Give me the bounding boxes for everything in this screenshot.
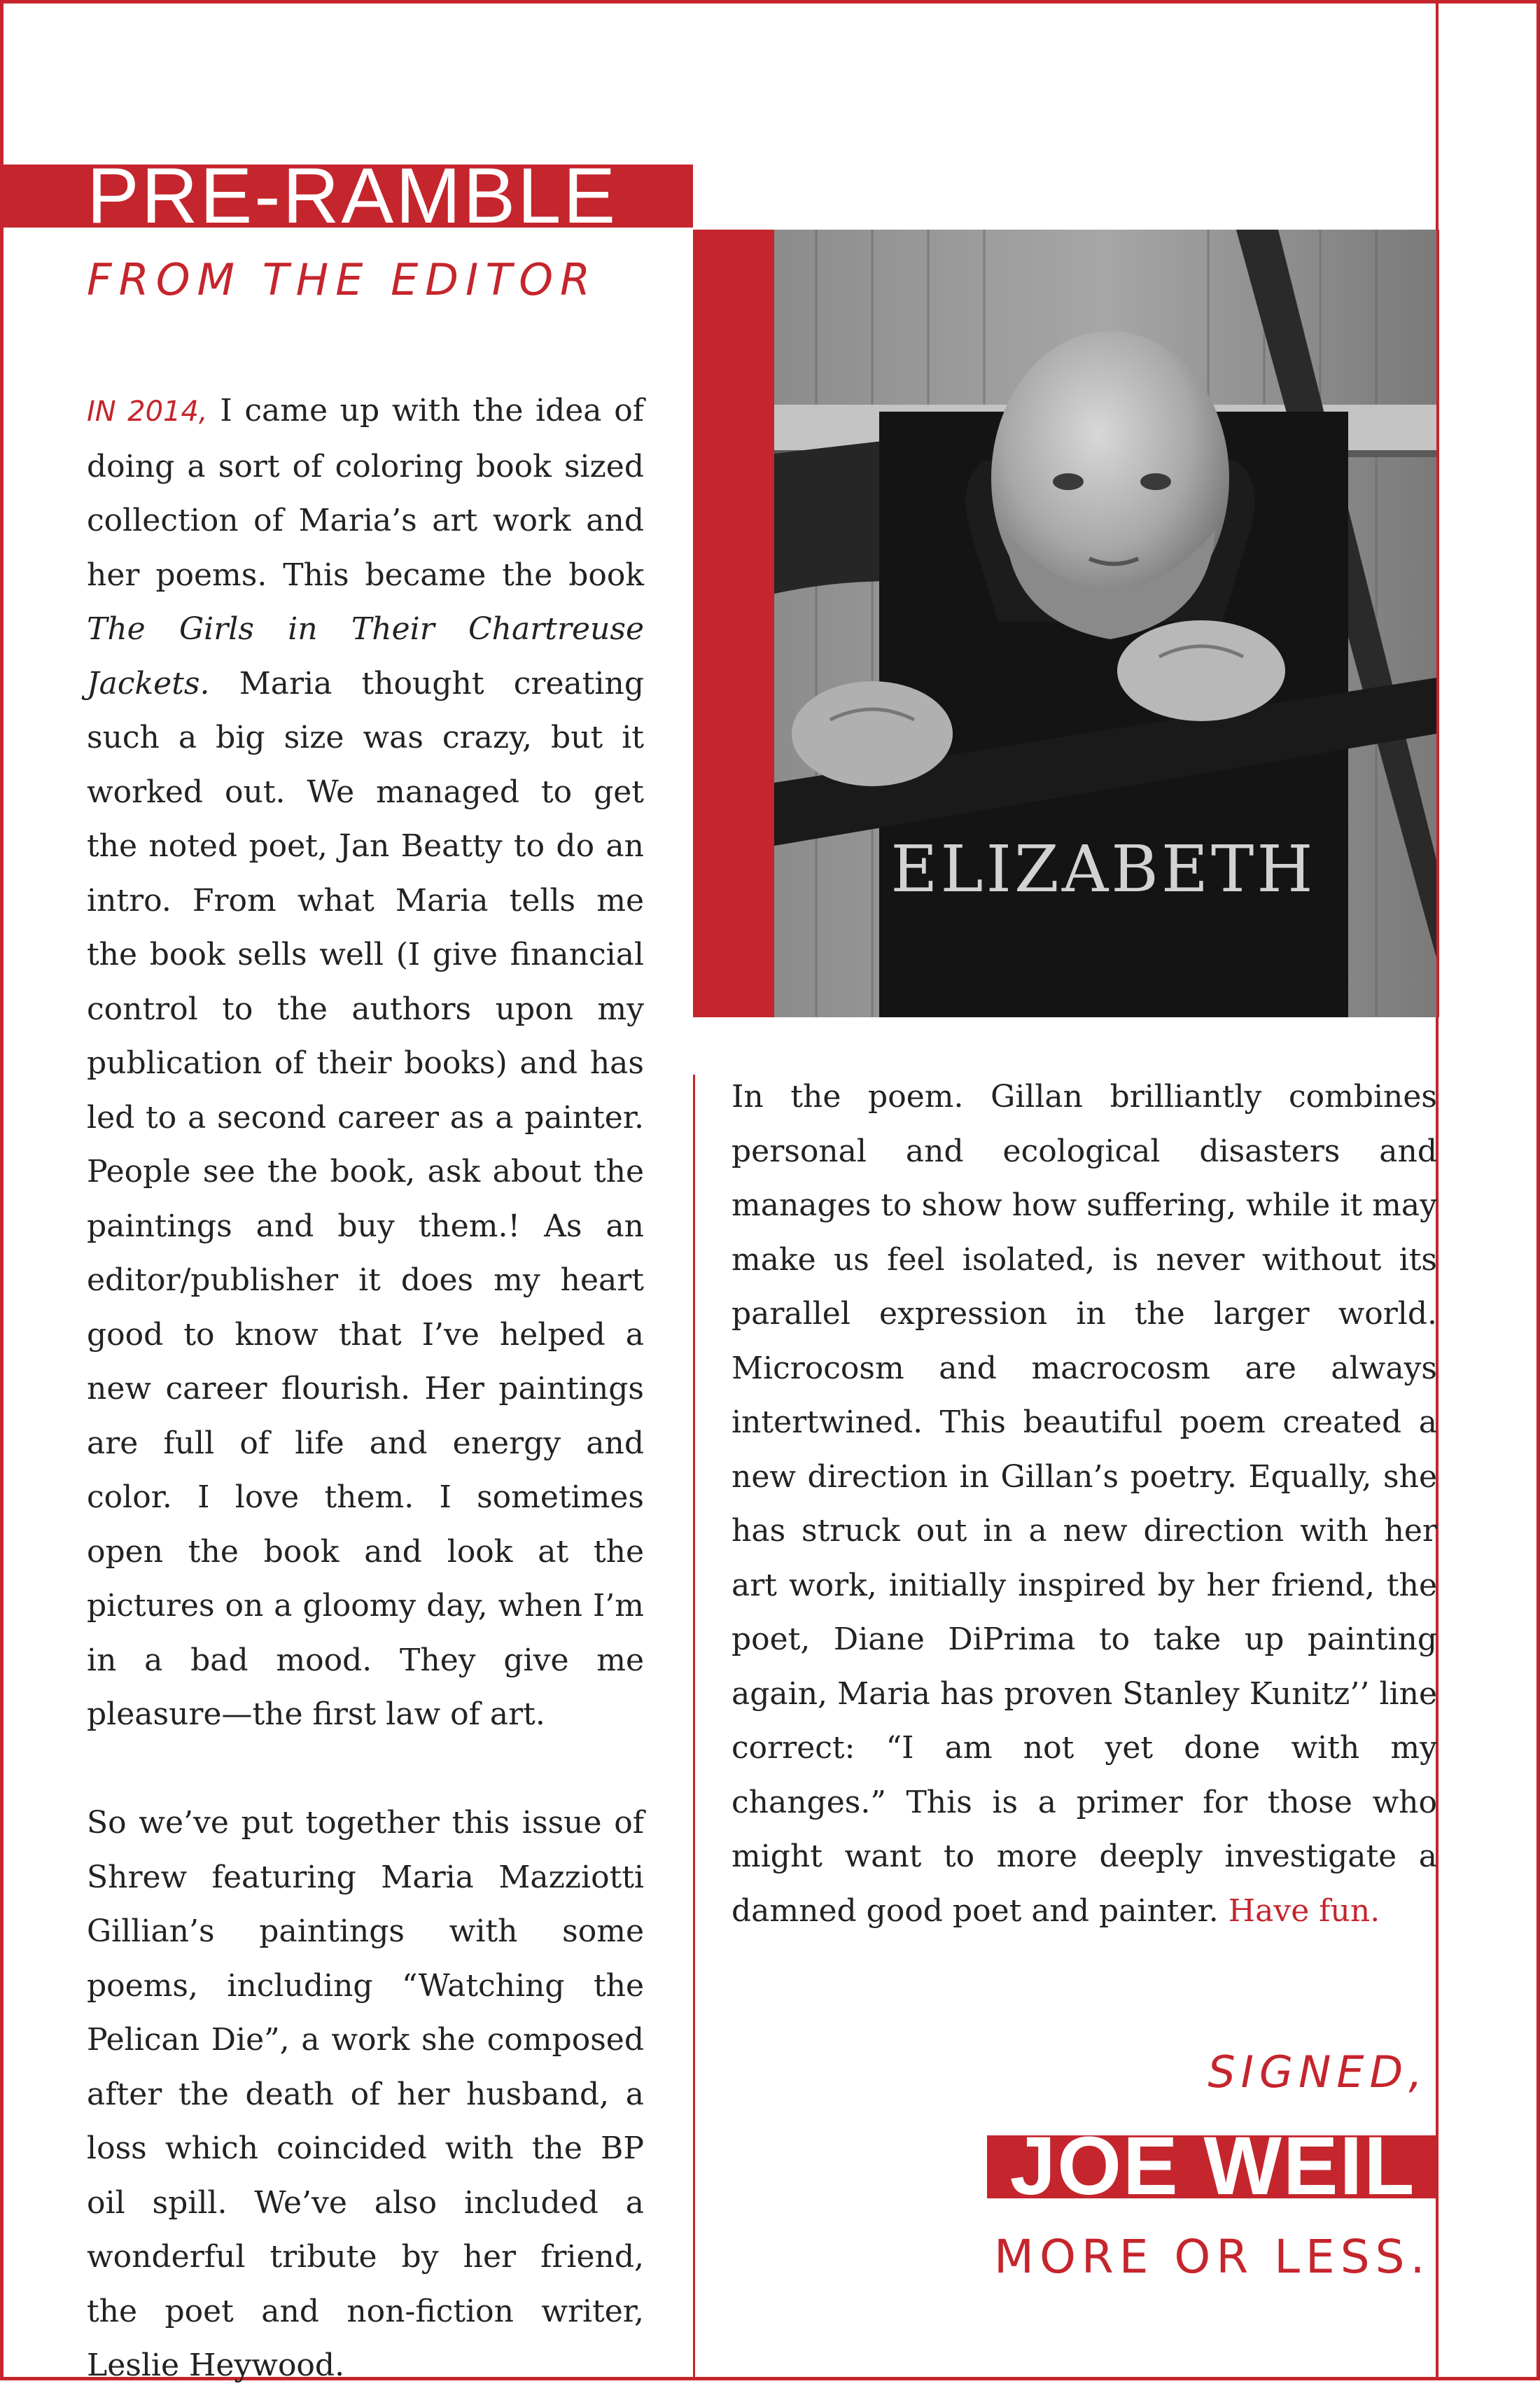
editor-photo <box>774 230 1436 1017</box>
left-column <box>87 384 644 2393</box>
signed-label: SIGNED, <box>1208 2046 1428 2098</box>
page-title: PRE-RAMBLE <box>87 152 618 239</box>
intro-lead: IN 2014, <box>87 396 208 428</box>
poem-paragraph <box>732 1070 1437 1938</box>
intro-text-b: Maria thought creating such a big size was crazy, but it worked out. We managed to get the noted poet, Jan Beatty to do an intro. From what Maria tells me the book sells well (I give financial control to the authors upon my publication of their books) and has led to a second career as a painter. People see the book, ask about the paintings and buy them.! As an editor/publisher it does my heart good to know that I’ve helped a new career flourish. Her paintings are full of life and energy and color. I love them. I sometimes open the book and look at the pictures on a gloomy day, when I’m in a bad mood. They give me pleasure—the first law of art. <box>87 665 644 1732</box>
editor-name: JOE WEIL <box>1009 2120 1416 2212</box>
book-title: The Girls in Their Chartreuse Jackets. <box>87 611 644 702</box>
poem-text: In the poem. Gillan brilliantly combines personal and ecological disasters and manages to show how suffering, while it may make us feel isolated, is never without its parallel expression in the larger world. Microcosm and macrocosm are always intertwined. This beautiful poem created a new direction in Gillan’s poetry. Equally, she has struck out in a new direction with her art work, initially inspired by her friend, the poet, Diane DiPrima to take up painting again, Maria has proven Stanley Kunitz’’ line correct: “I am not yet done with my changes.” This is a primer for those who might want to more deeply investigate a damned good poet and painter. <box>732 1079 1437 1929</box>
intro-text-a: I came up with the idea of doing a sort of coloring book sized collection of Maria’s art work and her poems. This became the book <box>87 393 644 593</box>
page-subtitle: FROM THE EDITOR <box>87 254 598 305</box>
intro-paragraph <box>87 384 644 1742</box>
photo-shirt-text: ELIZABETH <box>890 832 1316 907</box>
have-fun-text: Have fun. <box>1228 1892 1380 1929</box>
column-divider-line <box>693 1075 695 2380</box>
issue-paragraph: So we’ve put together this issue of Shrew featuring Maria Mazziotti Gillian’s paintings with some poems, including “Watching the Pelican Die”, a work she composed after the death of her husband, a loss which coincided with the BP oil spill. We’ve also included a wonderful tribute by her friend, the poet and non-fiction writer, Leslie Heywood. <box>87 1805 644 2383</box>
right-column <box>732 1070 1437 1938</box>
signature-tagline: MORE OR LESS. <box>994 2230 1431 2284</box>
